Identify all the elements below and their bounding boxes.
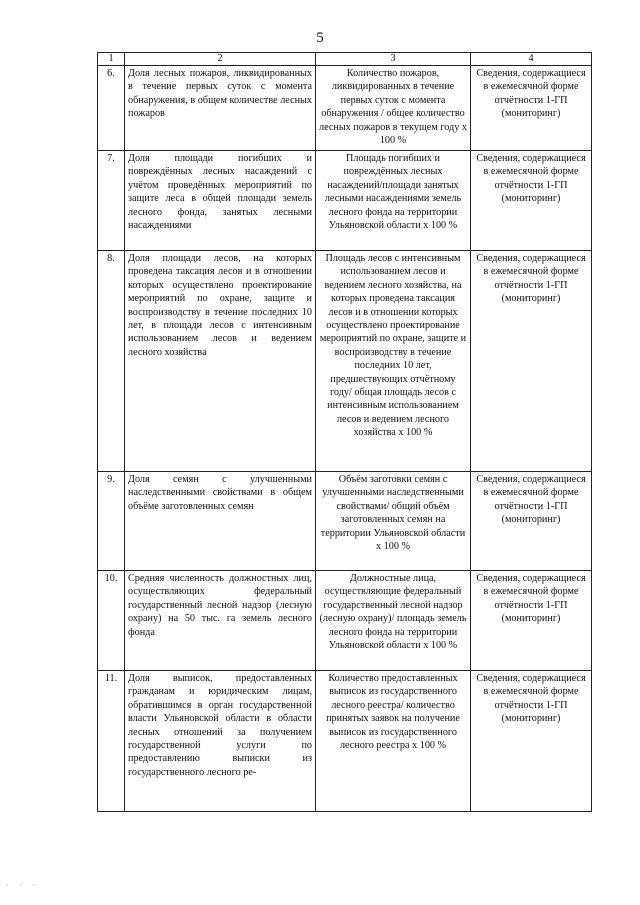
data-source: Сведения, содержащиеся в ежемесячной форме отчётности 1-ГП (мониторинг) bbox=[471, 151, 592, 251]
table-row bbox=[98, 151, 592, 251]
row-number: 9. bbox=[98, 472, 125, 571]
page-number: 5 bbox=[316, 30, 324, 46]
indicator-name: Доля лесных пожаров, ликвидированных в течение первых суток с момента обнаружения, в общем количестве лесных пожаров bbox=[125, 66, 316, 151]
column-header: 1 bbox=[98, 53, 125, 66]
calculation-formula: Количество предоставленных выписок из государственного лесного реестра/ количество принятых заявок на получение выписок из государственного лесного реестра x 100 % bbox=[316, 671, 471, 812]
calculation-formula: Площадь лесов с интенсивным использованием лесов и ведением лесного хозяйства, на которых проведена таксация лесов и в отношении которых осуществлено проектирование мероприятий по охране, защите и воспроизводству в течение последних 10 лет, предшествующих отчётному году/ общая площадь лесов с интенсивным использованием лесов и ведением лесного хозяйства x 100 % bbox=[316, 251, 471, 472]
row-number: 6. bbox=[98, 66, 125, 151]
data-source: Сведения, содержащиеся в ежемесячной форме отчётности 1-ГП (мониторинг) bbox=[471, 671, 592, 812]
column-header: 3 bbox=[316, 53, 471, 66]
table-row bbox=[98, 251, 592, 472]
scan-artifact: · · · bbox=[6, 880, 40, 890]
indicator-name: Доля выписок, предоставленных гражданам и юридическим лицам, обратившимся в орган государственной власти Ульяновской области в области лесных отношений за получением государственной услуги по предоставлению выписки из государственного лесного ре- bbox=[125, 671, 316, 812]
column-header: 4 bbox=[471, 53, 592, 66]
table-header-row bbox=[98, 53, 592, 66]
indicator-name: Средняя численность должностных лиц, осуществляющих федеральный государственный лесной надзор (лесную охрану) на 50 тыс. га земель лесного фонда bbox=[125, 571, 316, 671]
indicator-name: Доля площади погибших и повреждённых лесных насаждений с учётом проведённых мероприятий по защите леса в общей площади земель лесного фонда, занятых лесными насаждениями bbox=[125, 151, 316, 251]
calculation-formula: Количество пожаров, ликвидированных в течение первых суток с момента обнаружения / общее количество лесных пожаров в текущем году x 100 % bbox=[316, 66, 471, 151]
row-number: 7. bbox=[98, 151, 125, 251]
calculation-formula: Должностные лица, осуществляющие федеральный государственный лесной надзор (лесную охрану)/ площадь земель лесного фонда на территории Ульяновской области x 100 % bbox=[316, 571, 471, 671]
column-header: 2 bbox=[125, 53, 316, 66]
calculation-formula: Объём заготовки семян с улучшенными наследственными свойствами/ общий объём заготовленных семян на территории Ульяновской области x 100 % bbox=[316, 472, 471, 571]
data-source: Сведения, содержащиеся в ежемесячной форме отчётности 1-ГП (мониторинг) bbox=[471, 472, 592, 571]
data-source: Сведения, содержащиеся в ежемесячной форме отчётности 1-ГП (мониторинг) bbox=[471, 66, 592, 151]
calculation-formula: Площадь погибших и повреждённых лесных насаждений/площади занятых лесными насаждениями земель лесного фонда на территории Ульяновской области x 100 % bbox=[316, 151, 471, 251]
indicators-table bbox=[97, 52, 592, 812]
table-row bbox=[98, 472, 592, 571]
row-number: 11. bbox=[98, 671, 125, 812]
row-number: 10. bbox=[98, 571, 125, 671]
table-row bbox=[98, 571, 592, 671]
table-row bbox=[98, 671, 592, 812]
indicator-name: Доля семян с улучшенными наследственными свойствами в общем объёме заготовленных семян bbox=[125, 472, 316, 571]
row-number: 8. bbox=[98, 251, 125, 472]
indicator-name: Доля площади лесов, на которых проведена таксация лесов и в отношении которых осуществлено проектирование мероприятий по охране, защите и воспроизводству в течение последних 10 лет, в площади лесов с интенсивным использованием лесов и ведением лесного хозяйства bbox=[125, 251, 316, 472]
data-source: Сведения, содержащиеся в ежемесячной форме отчётности 1-ГП (мониторинг) bbox=[471, 251, 592, 472]
data-source: Сведения, содержащиеся в ежемесячной форме отчётности 1-ГП (мониторинг) bbox=[471, 571, 592, 671]
table-row bbox=[98, 66, 592, 151]
